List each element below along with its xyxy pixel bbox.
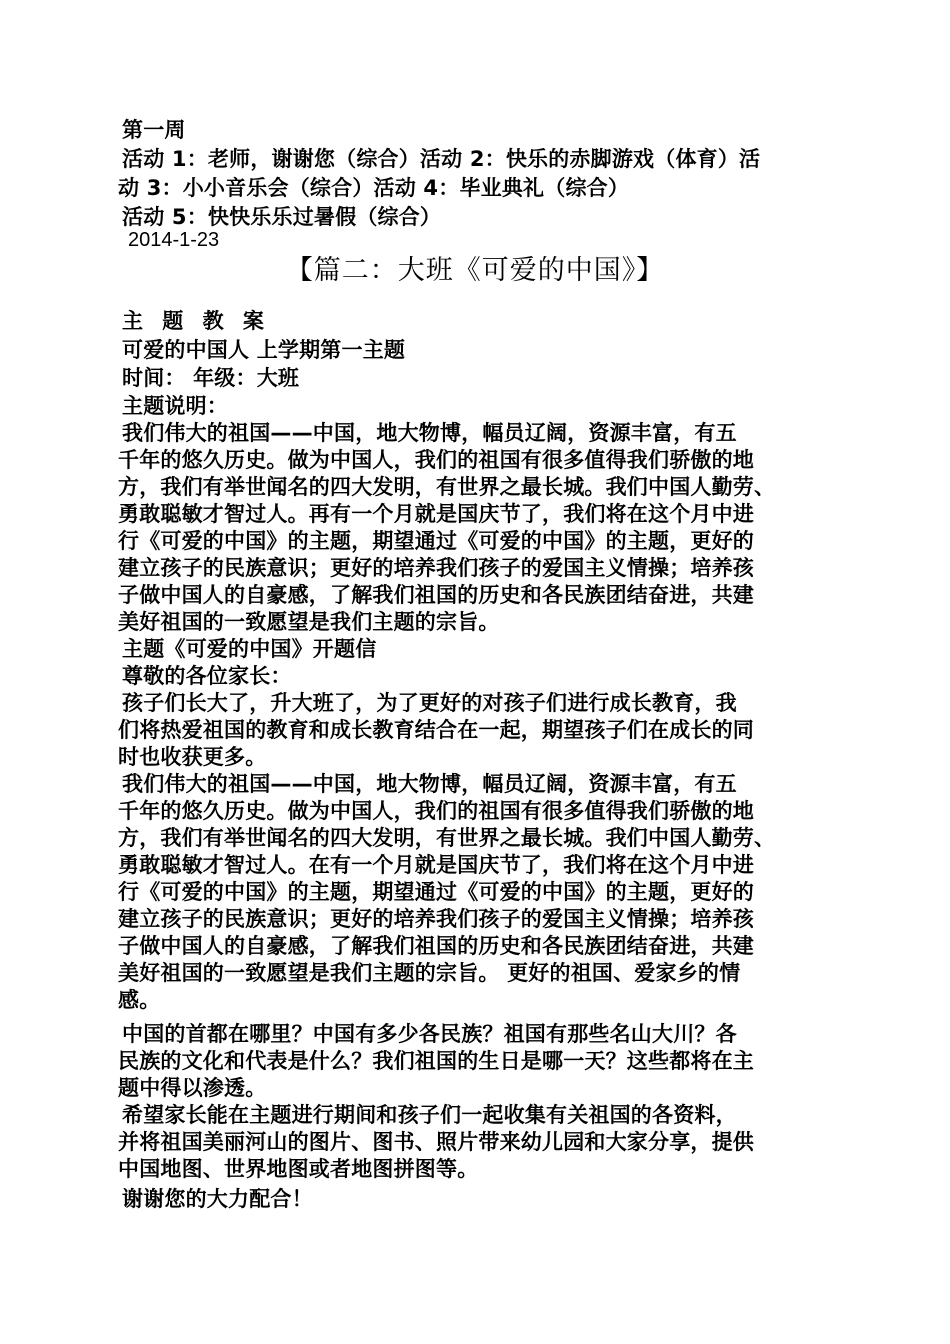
letter-para4-line: 中国地图、世界地图或者地图拼图等。 [118, 1157, 479, 1181]
letter-para2-line: 美好祖国的一致愿望是我们主题的宗旨。 更好的祖国、爱家乡的情 [118, 961, 741, 985]
letter-salutation: 尊敬的各位家长： [122, 664, 292, 688]
letter-para4-line: 并将祖国美丽河山的图片、图书、照片带来幼儿园和大家分享，提供 [118, 1130, 754, 1154]
letter-closing: 谢谢您的大力配合！ [122, 1187, 313, 1211]
theme-intro-line: 子做中国人的自豪感，了解我们祖国的历史和各民族团结奋进，共建 [118, 583, 754, 607]
letter-para3-line: 中国的首都在哪里？中国有多少各民族？祖国有那些名山大川？各 [122, 1022, 737, 1046]
letter-para3-line: 民族的文化和代表是什么？我们祖国的生日是哪一天？这些都将在主 [118, 1049, 754, 1073]
theme-intro-line: 我们伟大的祖国——中国，地大物博，幅员辽阔，资源丰富，有五 [122, 421, 737, 445]
theme-intro-line: 美好祖国的一致愿望是我们主题的宗旨。 [118, 610, 500, 634]
letter-para2-line: 感。 [118, 988, 161, 1012]
letter-para1-line: 们将热爱祖国的教育和成长教育结合在一起，期望孩子们在成长的同 [118, 718, 754, 742]
letter-para1-line: 孩子们长大了，升大班了，为了更好的对孩子们进行成长教育，我 [122, 691, 737, 715]
activity-line-1: 活动 1：老师，谢谢您（综合）活动 2：快乐的赤脚游戏（体育）活 [122, 147, 761, 171]
letter-para2-line: 建立孩子的民族意识；更好的培养我们孩子的爱国主义情操；培养孩 [118, 907, 754, 931]
activity-line-3: 活动 5：快快乐乐过暑假（综合） [122, 205, 442, 229]
theme-intro-label: 主题说明： [122, 394, 228, 418]
theme-intro-line: 方，我们有举世闻名的四大发明，有世界之最长城。我们中国人勤劳、 [118, 475, 776, 499]
document-date: 2014-1-23 [128, 229, 220, 251]
activity-line-2: 动 3：小小音乐会（综合）活动 4：毕业典礼（综合） [118, 176, 630, 200]
week-title: 第一周 [122, 118, 186, 142]
letter-para2-line: 行《可爱的中国》的主题，期望通过《可爱的中国》的主题，更好的 [118, 880, 754, 904]
letter-para1-line: 时也收获更多。 [118, 745, 267, 769]
letter-para2-line: 子做中国人的自豪感，了解我们祖国的历史和各民族团结奋进，共建 [118, 934, 754, 958]
theme-intro-line: 行《可爱的中国》的主题，期望通过《可爱的中国》的主题，更好的 [118, 529, 754, 553]
theme-line: 可爱的中国人 上学期第一主题 [122, 338, 406, 362]
letter-para2-line: 方，我们有举世闻名的四大发明，有世界之最长城。我们中国人勤劳、 [118, 826, 776, 850]
section-title: 【篇二：大班《可爱的中国》】 [285, 255, 665, 286]
letter-para2-line: 千年的悠久历史。做为中国人，我们的祖国有很多值得我们骄傲的地 [118, 799, 754, 823]
letter-para4-line: 希望家长能在主题进行期间和孩子们一起收集有关祖国的各资料， [122, 1103, 737, 1127]
letter-para2-line: 我们伟大的祖国——中国，地大物博，幅员辽阔，资源丰富，有五 [122, 772, 737, 796]
time-grade-line: 时间： 年级：大班 [122, 366, 300, 390]
theme-intro-line: 建立孩子的民族意识；更好的培养我们孩子的爱国主义情操；培养孩 [118, 556, 754, 580]
theme-intro-line: 勇敢聪敏才智过人。再有一个月就是国庆节了，我们将在这个月中进 [118, 502, 754, 526]
letter-title: 主题《可爱的中国》开题信 [122, 637, 377, 661]
theme-intro-line: 千年的悠久历史。做为中国人，我们的祖国有很多值得我们骄傲的地 [118, 448, 754, 472]
letter-para3-line: 题中得以渗透。 [118, 1076, 267, 1100]
letter-para2-line: 勇敢聪敏才智过人。在有一个月就是国庆节了，我们将在这个月中进 [118, 853, 754, 877]
doc-type-heading: 主 题 教 案 [122, 309, 270, 333]
